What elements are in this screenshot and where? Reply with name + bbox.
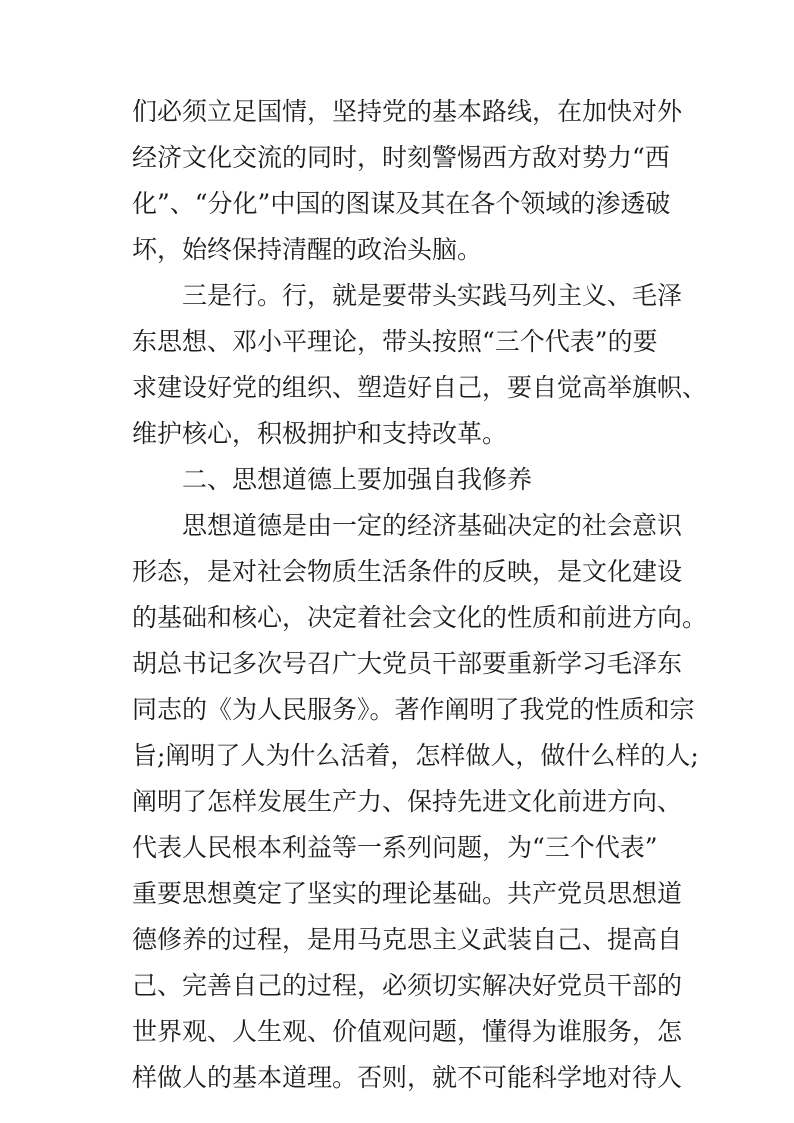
text-line: 阐明了怎样发展生产力、保持先进文化前进方向、 [132,787,683,816]
text-line: 世界观、人生观、价值观问题，懂得为谁服务，怎 [132,1017,683,1046]
text-line: 维护核心，积极拥护和支持改革。 [132,419,508,448]
text-line: 旨;阐明了人为什么活着，怎样做人，做什么样的人; [132,741,699,770]
text-line: 代表人民根本利益等一系列问题，为“三个代表” [132,833,658,862]
text-line: 胡总书记多次号召广大党员干部要重新学习毛泽东 [132,649,683,678]
section-heading: 二、思想道德上要加强自我修养 [182,465,533,494]
text-line: 们必须立足国情，坚持党的基本路线，在加快对外 [132,97,683,126]
text-line: 求建设好党的组织、塑造好自己，要自觉高举旗帜、 [132,373,708,402]
text-line: 化”、“分化”中国的图谋及其在各个领域的渗透破 [132,189,671,218]
text-line: 经济文化交流的同时，时刻警惕西方敌对势力“西 [132,143,670,172]
text-line: 形态，是对社会物质生活条件的反映，是文化建设 [132,557,683,586]
text-line: 德修养的过程，是用马克思主义武装自己、提高自 [132,925,683,954]
text-line: 的基础和核心，决定着社会文化的性质和前进方向。 [132,603,708,632]
paragraph-start-line: 三是行。行，就是要带头实践马列主义、毛泽 [182,281,683,310]
text-line: 东思想、邓小平理论，带头按照“三个代表”的要 [132,327,658,356]
text-line: 重要思想奠定了坚实的理论基础。共产党员思想道 [132,879,683,908]
paragraph-start-line: 思想道德是由一定的经济基础决定的社会意识 [182,511,683,540]
text-line: 样做人的基本道理。否则，就不可能科学地对待人 [132,1063,683,1092]
text-line: 同志的《为人民服务》。著作阐明了我党的性质和宗 [132,695,695,724]
text-line: 己、完善自己的过程，必须切实解决好党员干部的 [132,971,683,1000]
text-line: 坏，始终保持清醒的政治头脑。 [132,235,483,264]
